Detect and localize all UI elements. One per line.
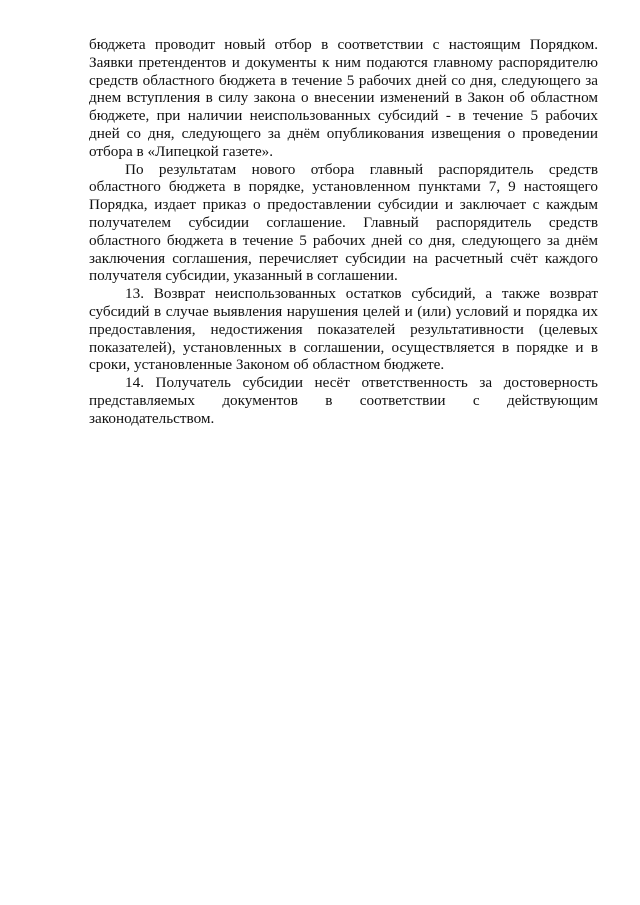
paragraph-continuation: бюджета проводит новый отбор в соответствии с настоящим Порядком. Заявки претендентов и документы к ним подаются главному распорядителю средств областного бюджета в течение 5 рабочих дней со дня, следующего за днем вступления в силу закона о внесении изменений в Закон об областном бюджете, при наличии неиспользованных субсидий - в течение 5 рабочих дней со дня, следующего за днём опубликования извещения о проведении отбора в «Липецкой газете».	[89, 36, 598, 160]
paragraph-item-13: 13. Возврат неиспользованных остатков субсидий, а также возврат субсидий в случае выявления нарушения целей и (или) условий и порядка их предоставления, недостижения показателей результативности (целевых показателей), установленных в соглашении, осуществляется в порядке и в сроки, установленные Законом об областном бюджете.	[89, 285, 598, 374]
paragraph-item-14: 14. Получатель субсидии несёт ответственность за достоверность представляемых документов в соответствии с действующим законодательством.	[89, 374, 598, 427]
document-body	[89, 36, 598, 428]
paragraph-new-selection-results: По результатам нового отбора главный распорядитель средств областного бюджета в порядке, установленном пунктами 7, 9 настоящего Порядка, издает приказ о предоставлении субсидии и заключает с каждым получателем субсидии соглашение. Главный распорядитель средств областного бюджета в течение 5 рабочих дней со дня, следующего за днём заключения соглашения, перечисляет субсидии на расчетный счёт каждого получателя субсидии, указанный в соглашении.	[89, 160, 598, 285]
